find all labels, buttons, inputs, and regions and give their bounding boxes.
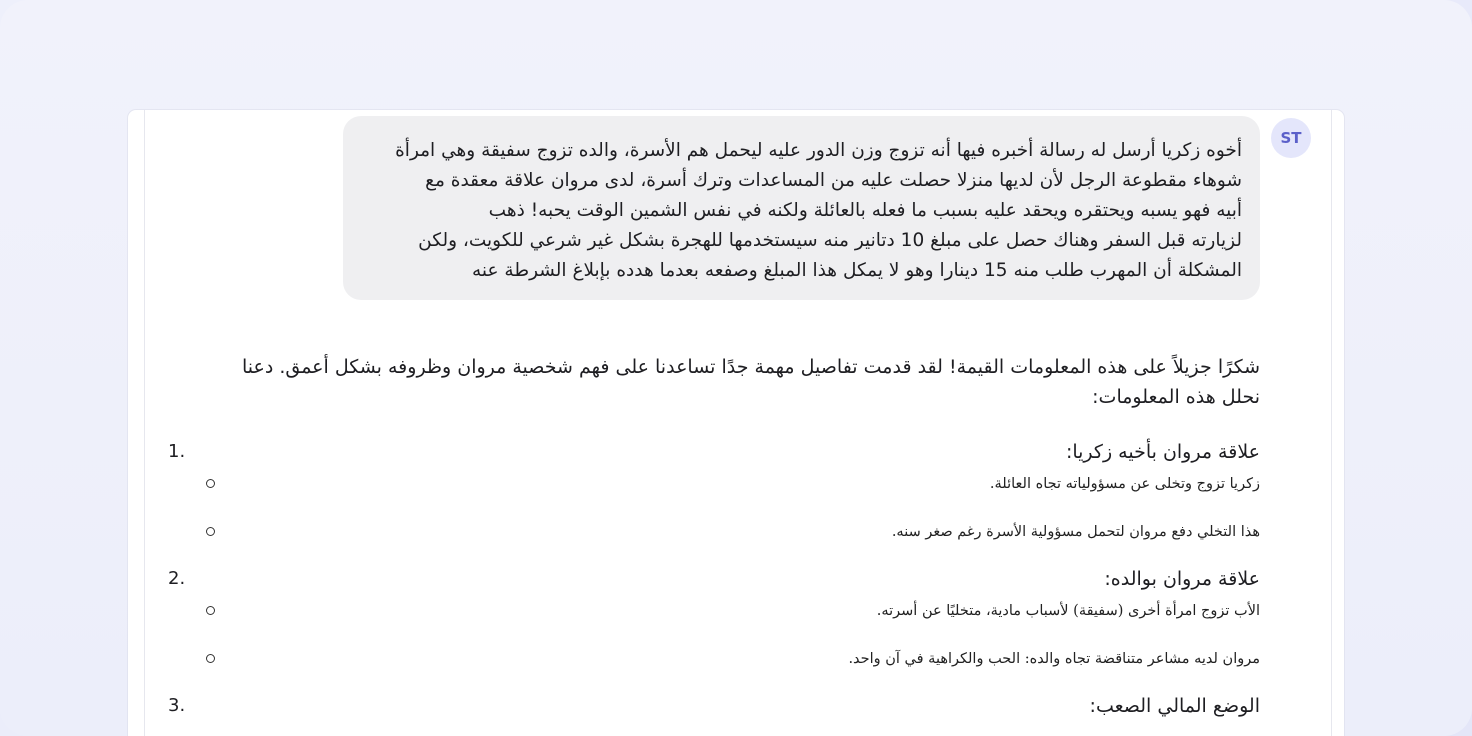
user-message-line: أخوه زكريا أرسل له رسالة أخبره فيها أنه تزوج وزن الدور عليه ليحمل هم الأسرة، والده تزوج سفيقة وهي امرأة — [395, 140, 1242, 161]
bullet-circle-icon — [206, 479, 215, 488]
user-message-line: أبيه فهو يسبه ويحتقره ويحقد عليه بسبب ما فعله بالعائلة ولكنه في نفس الشمين الوقت يحبه! ذهب — [488, 200, 1242, 221]
chat-panel — [128, 110, 1344, 736]
bullet-item — [164, 647, 1260, 671]
section-title: علاقة مروان بأخيه زكريا: — [1065, 441, 1260, 463]
section-number: 1. — [168, 441, 186, 462]
user-message-line: المشكلة أن المهرب طلب منه 15 دينارا وهو لا يمكل هذا المبلغ وصفعه بعدما هدده بإبلاغ الشرطة عنه — [472, 260, 1242, 281]
bullet-circle-icon — [206, 606, 215, 615]
bullet-text: هذا التخلي دفع مروان لتحمل مسؤولية الأسرة رغم صغر سنه. — [891, 524, 1260, 540]
assistant-intro-line: نحلل هذه المعلومات: — [1092, 386, 1260, 408]
section-title: علاقة مروان بوالده: — [1104, 568, 1260, 590]
user-avatar — [1271, 118, 1311, 158]
bullet-item — [164, 520, 1260, 544]
bullet-item — [164, 599, 1260, 623]
avatar-initials: ST — [1280, 129, 1302, 147]
bullet-text: زكريا تزوج وتخلى عن مسؤولياته تجاه العائلة. — [989, 476, 1260, 492]
bullet-circle-icon — [206, 527, 215, 536]
bullet-text: الأب تزوج امرأة أخرى (سفيقة) لأسباب مادية، متخليًا عن أسرته. — [876, 603, 1260, 619]
section-title: الوضع المالي الصعب: — [1089, 695, 1260, 717]
assistant-intro — [164, 352, 1260, 412]
bullet-item — [164, 472, 1260, 496]
assistant-intro-line: شكرًا جزيلاً على هذه المعلومات القيمة! لقد قدمت تفاصيل مهمة جدًا تساعدنا على فهم شخصية مروان وظروفه بشكل أعمق. دعنا — [241, 356, 1260, 378]
bullet-circle-icon — [206, 654, 215, 663]
user-message-bubble — [343, 116, 1260, 300]
section-number: 3. — [168, 695, 186, 716]
user-message-line: شوهاء مقطوعة الرجل لأن لديها منزلا حصلت عليه من المساعدات وترك أسرة، لدى مروان علاقة معقدة مع — [425, 170, 1242, 191]
section-number: 2. — [168, 568, 186, 589]
user-message-line: لزيارته قبل السفر وهناك حصل على مبلغ 10 دتانير منه سيستخدمها للهجرة بشكل غير شرعي للكويت، ولكن — [418, 230, 1242, 251]
bullet-text: مروان لديه مشاعر متناقضة تجاه والده: الحب والكراهية في آن واحد. — [848, 651, 1260, 667]
assistant-message — [164, 352, 1260, 717]
